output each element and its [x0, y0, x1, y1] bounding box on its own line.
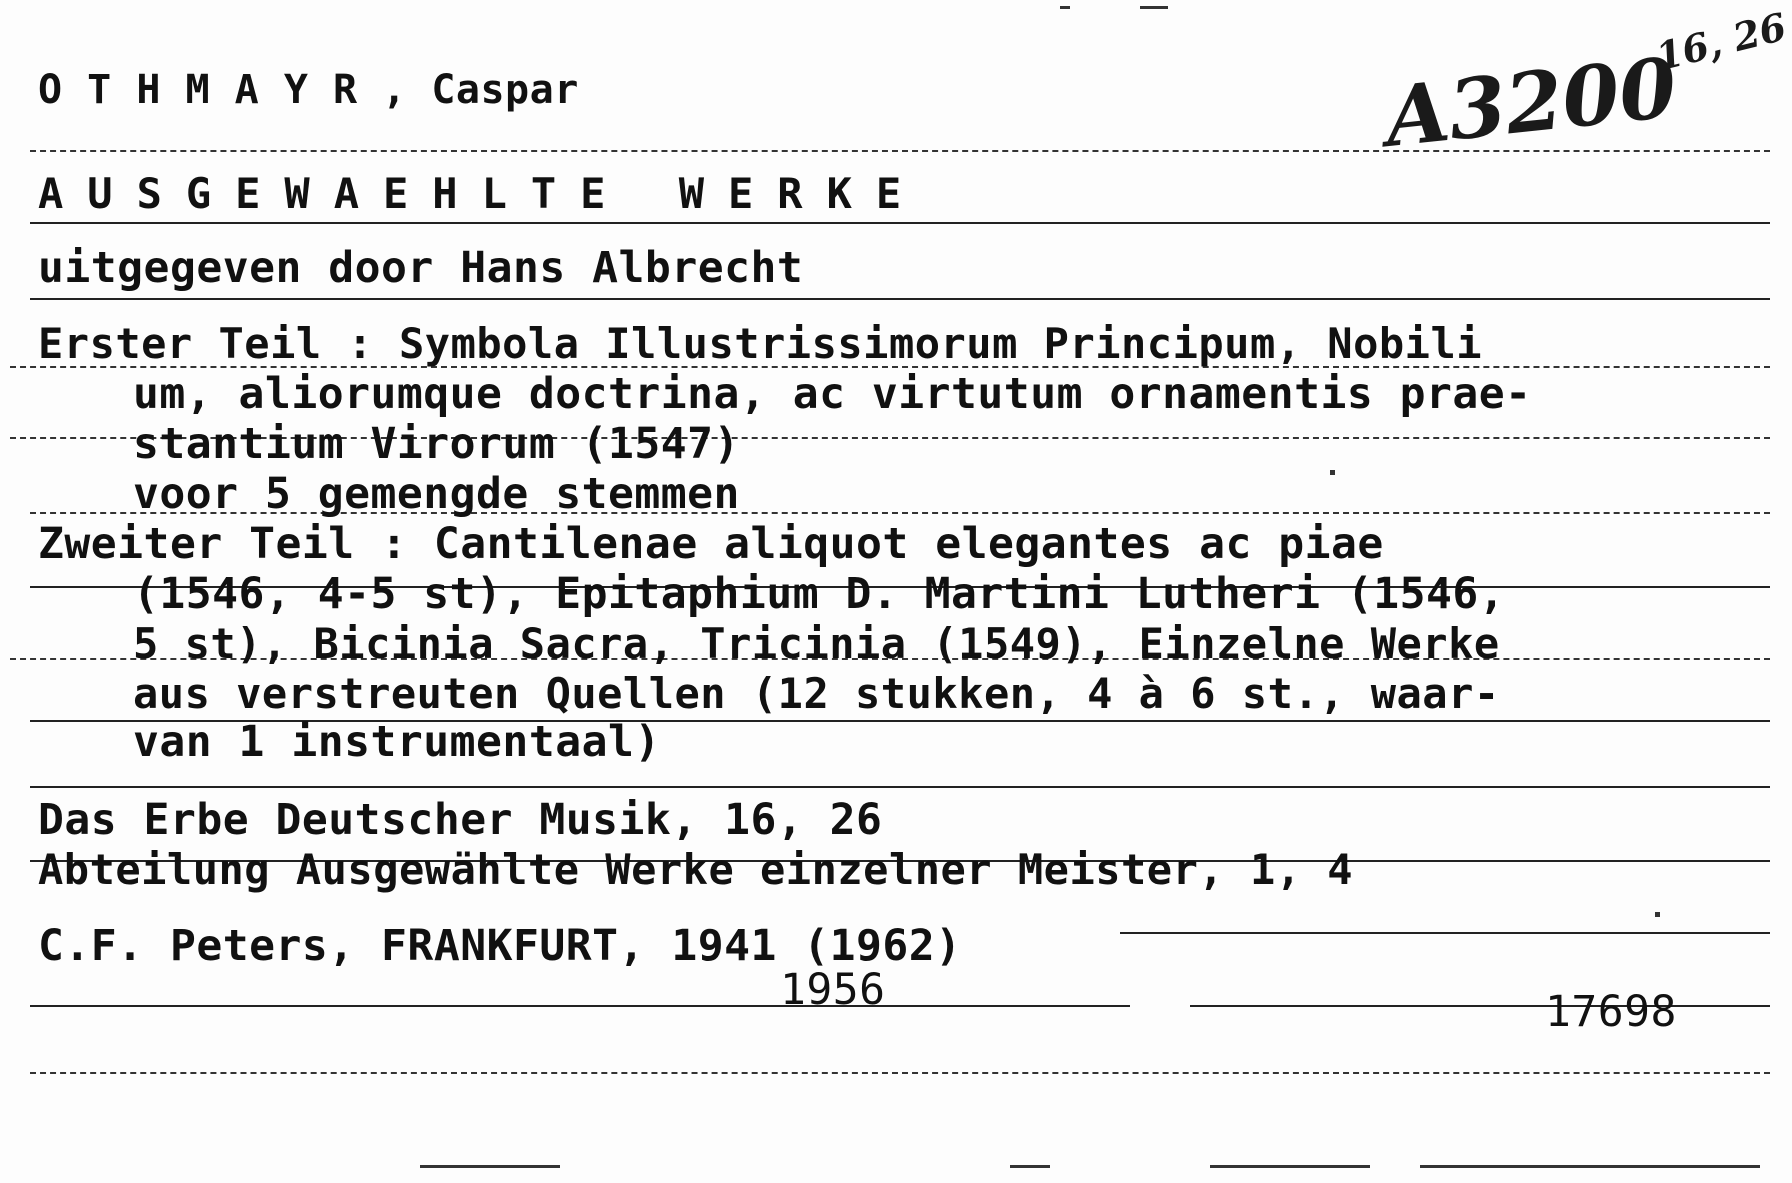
scan-speck: [1210, 1165, 1370, 1168]
part1-line3: stantium Virorum (1547): [133, 419, 740, 469]
card-rule: [1120, 932, 1770, 934]
scan-speck: [1655, 912, 1660, 917]
accession-number: 17698: [1545, 987, 1677, 1037]
scan-speck: [1330, 470, 1335, 475]
scan-speck: [1140, 6, 1168, 9]
scan-speck: [1010, 1165, 1050, 1168]
editor-line: uitgegeven door Hans Albrecht: [38, 243, 804, 293]
series-line2: Abteilung Ausgewählte Werke einzelner Meister, 1, 4: [38, 845, 1354, 894]
imprint-year: 1956: [780, 965, 886, 1015]
card-rule: [30, 786, 1770, 788]
work-title: AUSGEWAEHLTE WERKE: [38, 169, 926, 218]
author-heading: O T H M A Y R , Caspar: [38, 67, 579, 113]
card-rule: [30, 298, 1770, 300]
part2-line2: (1546, 4-5 st), Epitaphium D. Martini Lutheri (1546,: [133, 569, 1506, 619]
scan-speck: [1060, 6, 1070, 9]
series-line1: Das Erbe Deutscher Musik, 16, 26: [38, 795, 883, 845]
part1-line4: voor 5 gemengde stemmen: [133, 469, 740, 519]
card-rule: [30, 222, 1770, 224]
part2-line4: aus verstreuten Quellen (12 stukken, 4 à 6 st., waar-: [133, 669, 1500, 718]
part2-line3: 5 st), Bicinia Sacra, Tricinia (1549), Einzelne Werke: [133, 619, 1500, 668]
part2-line5: van 1 instrumentaal): [133, 717, 661, 767]
card-rule: [30, 1005, 1130, 1007]
part2-line1: Zweiter Teil : Cantilenae aliquot elegantes ac piae: [38, 519, 1384, 569]
scan-speck: [1420, 1165, 1760, 1168]
card-rule: [30, 1072, 1770, 1074]
part1-line1: Erster Teil : Symbola Illustrissimorum Principum, Nobili: [38, 319, 1483, 368]
card-rule: [1190, 1005, 1770, 1007]
part1-line2: um, aliorumque doctrina, ac virtutum ornamentis prae-: [133, 369, 1532, 419]
scan-speck: [420, 1165, 560, 1168]
imprint-line: C.F. Peters, FRANKFURT, 1941 (1962): [38, 921, 962, 971]
call-number: A3200: [1380, 40, 1682, 166]
call-number-note: 16, 26: [1651, 3, 1791, 80]
